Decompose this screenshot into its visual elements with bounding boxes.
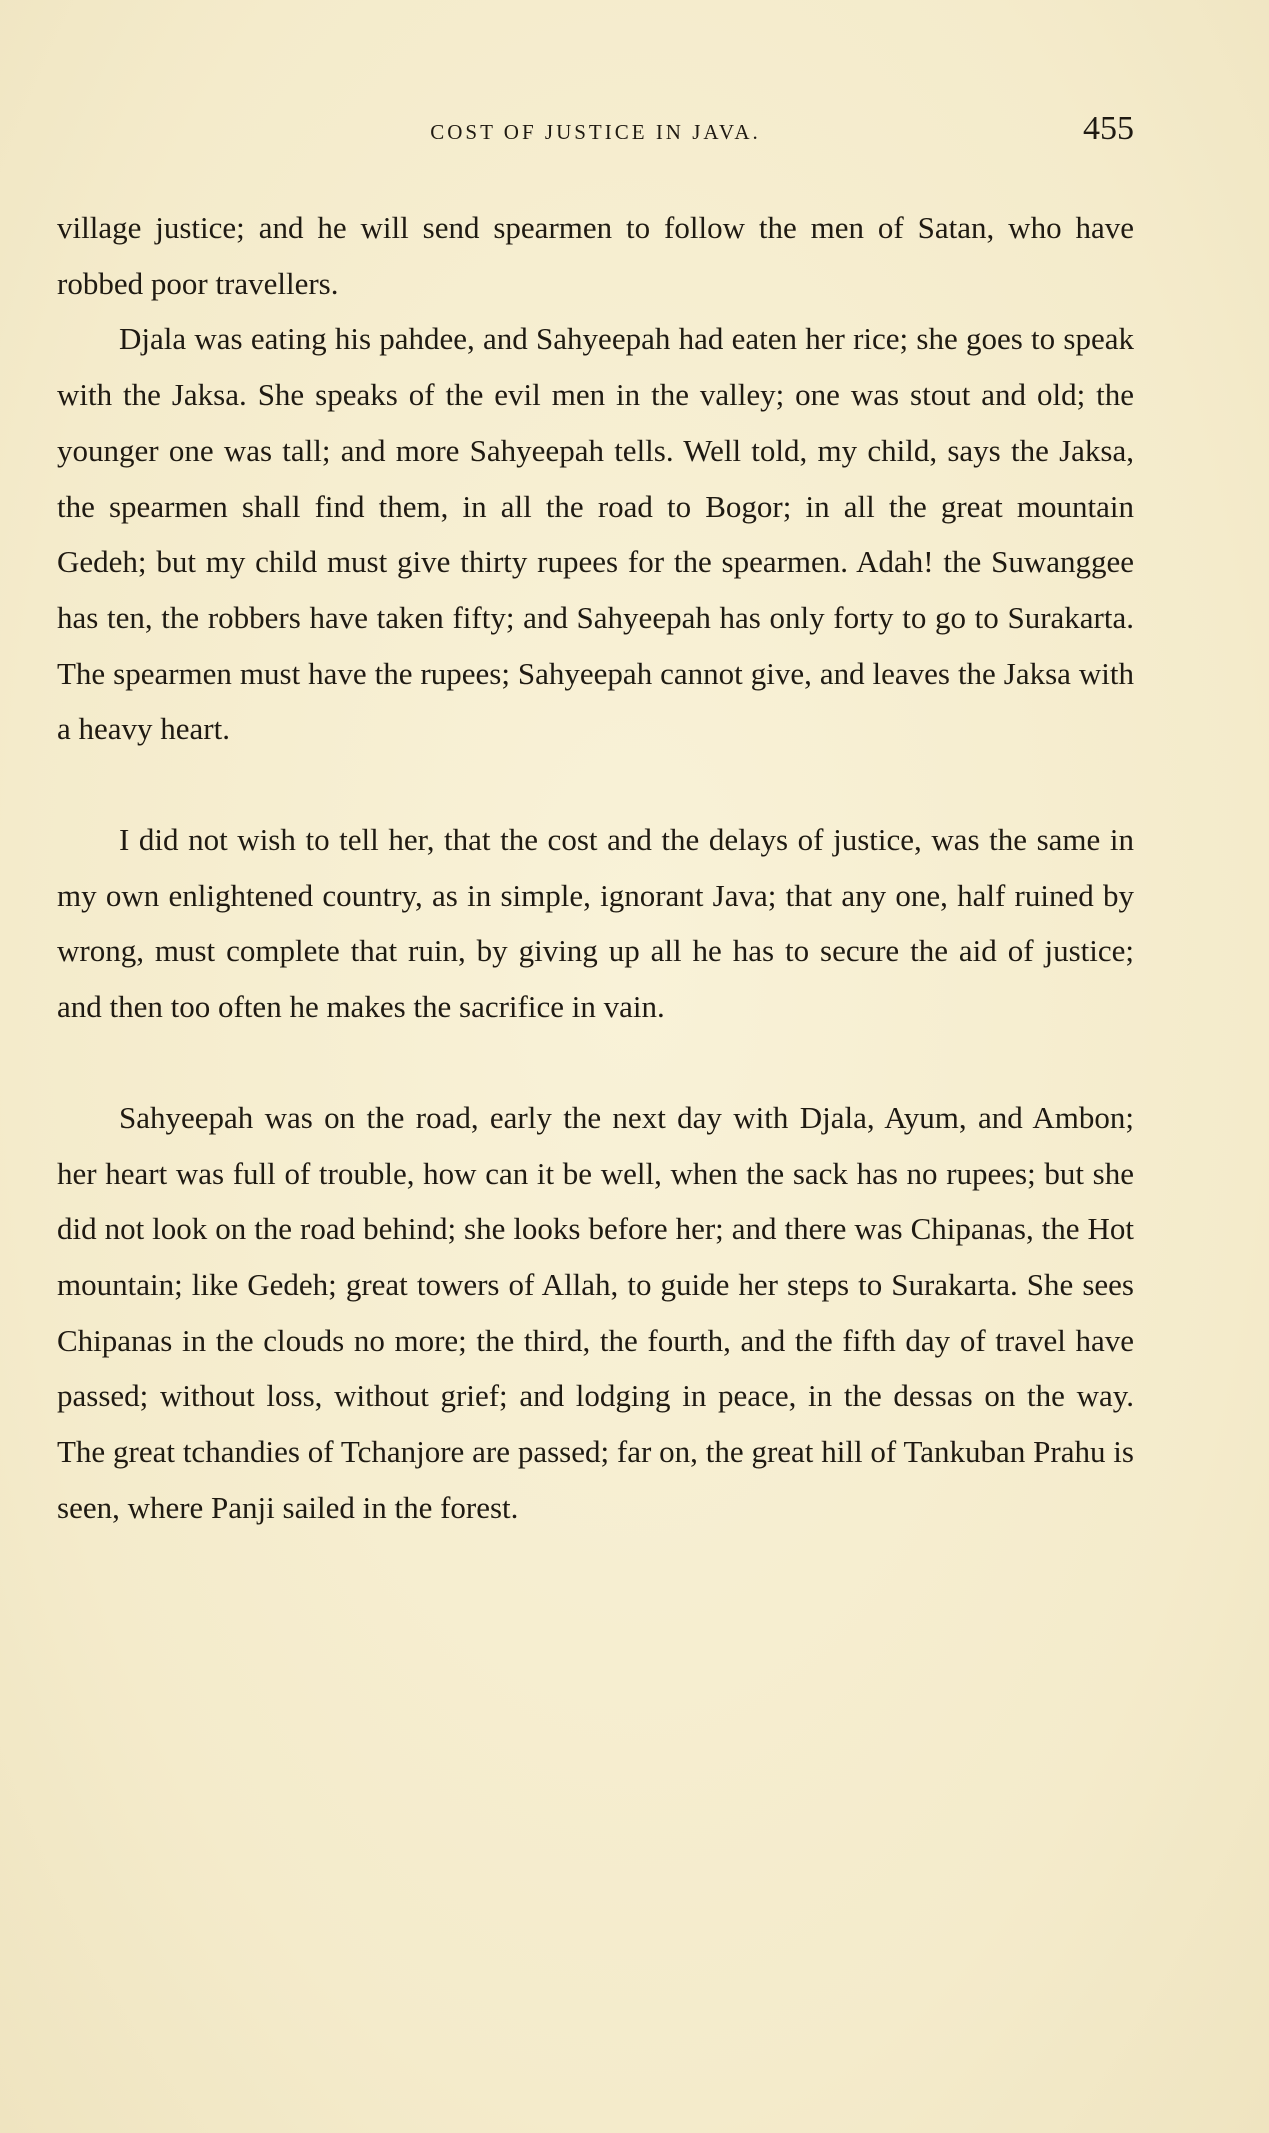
running-head-title: COST OF JUSTICE IN JAVA. [430, 120, 761, 144]
section-break [57, 1035, 1134, 1090]
page-number: 455 [1083, 110, 1134, 147]
running-head [57, 110, 1134, 150]
paragraph-journey: Sahyeepah was on the road, early the next day with Djala, Ayum, and Ambon; her heart was full of trouble, how can it be well, when the sack has no rupees; but she did not look on the road behind; she looks before her; and there was Chipanas, the Hot mountain; like Gedeh; great towers of Allah, to guide her steps to Surakarta. She sees Chipanas in the clouds no more; the third, the fourth, and the fifth day of travel have passed; without loss, without grief; and lodging in peace, in the dessas on the way. The great tchandies of Tchanjore are passed; far on, the great hill of Tankuban Prahu is seen, where Panji sailed in the forest. [57, 1099, 1134, 1525]
page-body [57, 200, 1134, 1535]
paragraph-jaksa: Djala was eating his pahdee, and Sahyeepah had eaten her rice; she goes to speak with the Jaksa. She speaks of the evil men in the valley; one was stout and old; the younger one was tall; and more Sahyeepah tells. Well told, my child, says the Jaksa, the spearmen shall find them, in all the road to Bogor; in all the great mountain Gedeh; but my child must give thirty rupees for the spearmen. Adah! the Suwanggee has ten, the robbers have taken fifty; and Sahyeepah has only forty to go to Surakarta. The spearmen must have the rupees; Sahyeepah cannot give, and leaves the Jaksa with a heavy heart. [57, 321, 1134, 747]
section-break [57, 757, 1134, 812]
paragraph-continued: village justice; and he will send spearmen to follow the men of Satan, who have robbed poor travellers. [57, 210, 1134, 301]
paragraph-justice-cost: I did not wish to tell her, that the cost and the delays of justice, was the same in my own enlightened country, as in simple, ignorant Java; that any one, half ruined by wrong, must complete that ruin, by giving up all he has to secure the aid of justice; and then too often he makes the sacrifice in vain. [57, 822, 1134, 1025]
